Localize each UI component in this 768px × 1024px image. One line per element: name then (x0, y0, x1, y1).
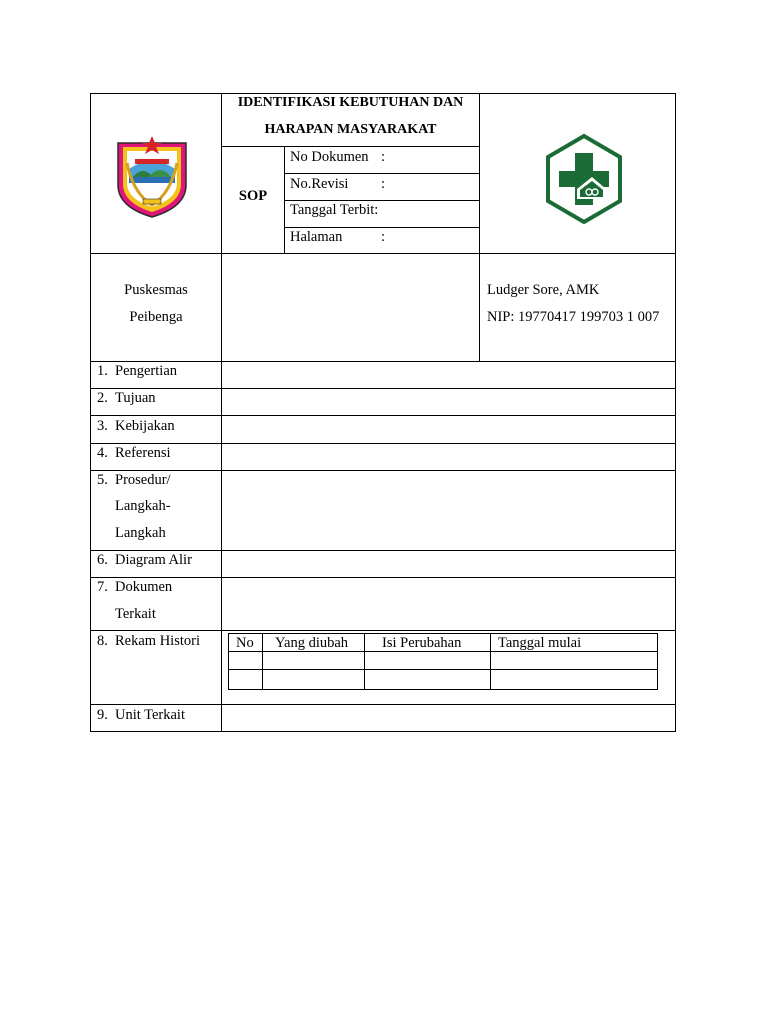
section-label: Referensi (115, 445, 171, 461)
puskesmas-logo (544, 133, 624, 225)
history-table-row (229, 670, 657, 689)
section-number: 1. (97, 363, 108, 379)
no-revisi-separator: : (381, 176, 386, 192)
history-header-isi-perubahan: Isi Perubahan (382, 635, 462, 651)
puskesmas-name-line-1: Puskesmas (124, 282, 188, 298)
regency-emblem-logo (113, 133, 191, 219)
no-dokumen-label: No Dokumen (290, 149, 369, 165)
section-number: 6. (97, 552, 108, 568)
signer-name: Ludger Sore, AMK (487, 282, 600, 298)
section-label: Langkah (115, 525, 166, 541)
section-number: 7. (97, 579, 108, 595)
document-title-line-2: HARAPAN MASYARAKAT (264, 122, 437, 137)
section-label: Langkah- (115, 498, 171, 514)
section-label: Tujuan (115, 390, 156, 406)
sop-label: SOP (238, 188, 268, 204)
section-label: Dokumen (115, 579, 173, 595)
no-dokumen-separator: : (381, 149, 386, 165)
section-number: 4. (97, 445, 108, 461)
history-header-yang-diubah: Yang diubah (275, 635, 349, 651)
history-header-tanggal-mulai: Tanggal mulai (498, 635, 582, 651)
section-label: Pengertian (115, 363, 178, 379)
signer-nip: NIP: 19770417 199703 1 007 (487, 309, 660, 325)
history-table-row (229, 652, 657, 669)
no-revisi-label: No.Revisi (290, 176, 349, 192)
section-number: 3. (97, 418, 108, 434)
section-number: 5. (97, 472, 108, 488)
document-title-line-1: IDENTIFIKASI KEBUTUHAN DAN (237, 95, 464, 110)
halaman-label: Halaman (290, 229, 343, 245)
section-number: 8. (97, 633, 108, 649)
tanggal-terbit-label: Tanggal Terbit: (290, 202, 379, 218)
history-header-no: No (236, 635, 254, 651)
section-label: Terkait (115, 606, 156, 622)
section-number: 9. (97, 707, 108, 723)
section-label: Kebijakan (115, 418, 175, 434)
section-label: Diagram Alir (115, 552, 192, 568)
puskesmas-name-line-2: Peibenga (129, 309, 183, 325)
halaman-separator: : (381, 229, 386, 245)
section-label: Rekam Histori (115, 633, 200, 649)
section-label: Prosedur/ (115, 472, 171, 488)
section-number: 2. (97, 390, 108, 406)
section-label: Unit Terkait (115, 707, 185, 723)
